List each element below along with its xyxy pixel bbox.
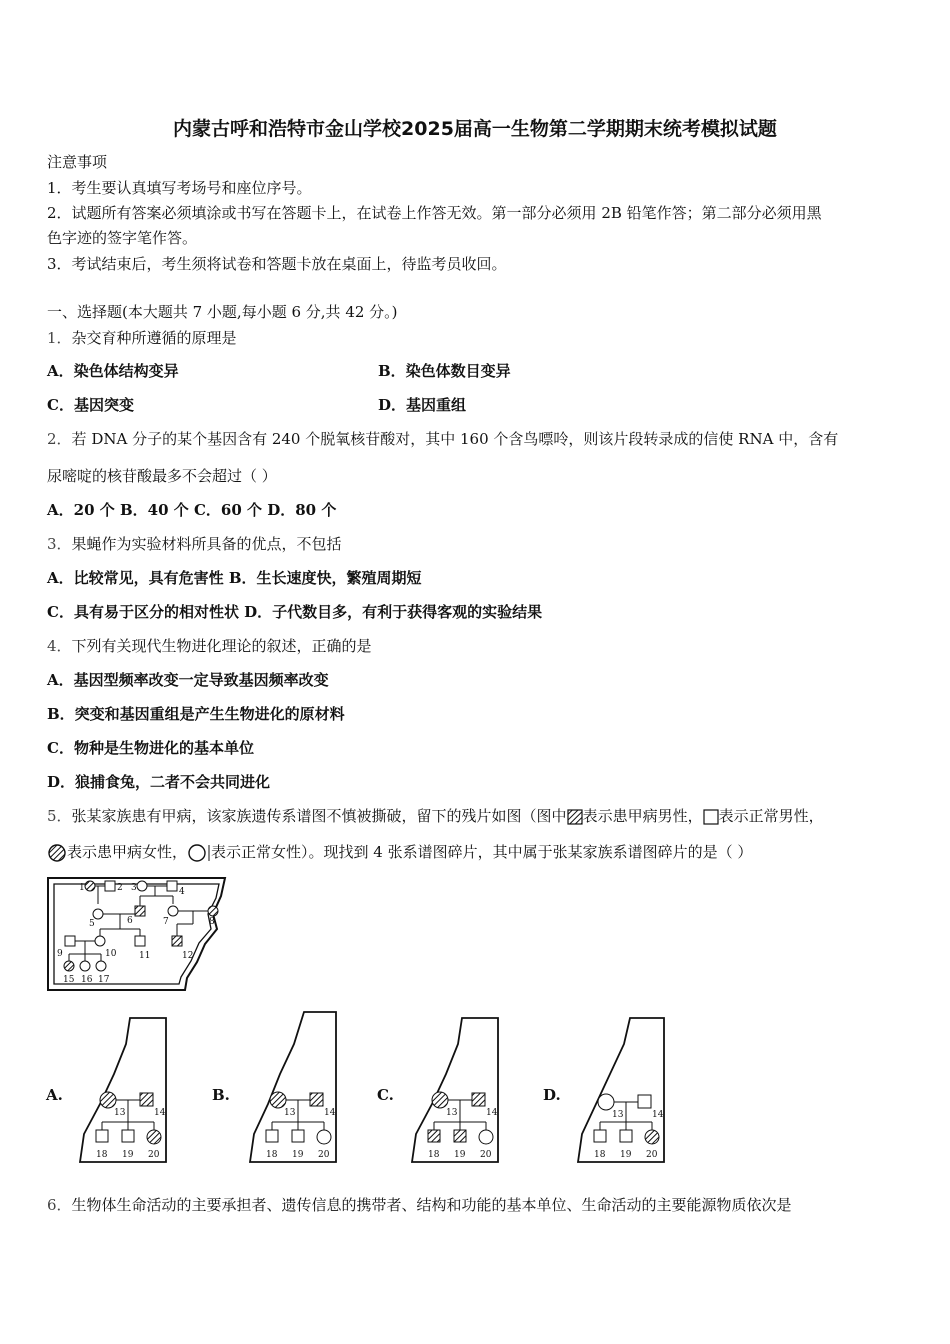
- question-6-number: 6．: [47, 1196, 72, 1214]
- pedigree-individual-3: [137, 881, 147, 891]
- q5-option-a-label[interactable]: A.: [46, 1086, 63, 1104]
- frag-a-individual-18: [96, 1130, 108, 1142]
- pedigree-label-8: 8: [209, 917, 215, 927]
- frag-b-individual-13: [270, 1092, 286, 1108]
- question-3-number: 3．: [47, 535, 72, 553]
- pedigree-label-17: 17: [98, 975, 110, 985]
- normal-male-symbol-icon: [703, 809, 719, 825]
- frag-d-individual-13: [598, 1094, 614, 1110]
- pedigree-individual-5: [93, 909, 103, 919]
- frag-c-label-19: 19: [454, 1150, 466, 1160]
- fragment-d-pedigree[interactable]: [572, 1014, 668, 1166]
- question-4-number: 4．: [47, 637, 72, 655]
- pedigree-individual-12: [172, 936, 182, 946]
- pedigree-label-4: 4: [179, 887, 185, 897]
- frag-d-label-13: 13: [612, 1110, 624, 1120]
- pedigree-individual-8: [208, 906, 218, 916]
- question-5-stem-c: 表示正常男性，: [718, 807, 824, 825]
- normal-female-symbol-icon: [187, 843, 211, 863]
- frag-b-label-20: 20: [318, 1150, 330, 1160]
- question-5-stem-d: 表示患甲病女性，: [67, 843, 188, 861]
- q3-options-ab[interactable]: A．比较常见，具有危害性 B．生长速度快，繁殖周期短: [47, 569, 422, 587]
- question-6-stem: 生物体生命活动的主要承担者、遗传信息的携带者、结构和功能的基本单位、生命活动的主要能源物质依次是: [71, 1196, 792, 1214]
- frag-b-individual-18: [266, 1130, 278, 1142]
- q4-option-c[interactable]: C．物种是生物进化的基本单位: [47, 739, 254, 757]
- question-2-stem-1: 若 DNA 分子的某个基因含有 240 个脱氧核苷酸对，其中 160 个含鸟嘌呤，则该片段转录成的信使 RNA 中，含有: [71, 430, 839, 448]
- frag-a-individual-13: [100, 1092, 116, 1108]
- pedigree-label-1: 1: [79, 883, 85, 893]
- pedigree-individual-6: [135, 906, 145, 916]
- question-5-line-1: [47, 806, 824, 826]
- frag-a-individual-20: [147, 1130, 161, 1144]
- q5-option-b-label[interactable]: B.: [212, 1086, 230, 1104]
- notice-item-2-cont: 色字迹的签字笔作答。: [47, 229, 198, 247]
- pedigree-label-6: 6: [127, 916, 133, 926]
- frag-a-label-18: 18: [96, 1150, 108, 1160]
- question-1: [47, 328, 237, 348]
- pedigree-label-10: 10: [105, 949, 117, 959]
- frag-c-individual-20: [479, 1130, 493, 1144]
- question-3-stem: 果蝇作为实验材料所具备的优点，不包括: [71, 535, 342, 553]
- pedigree-label-12: 12: [182, 951, 194, 961]
- question-5-line-2: [47, 842, 752, 863]
- pedigree-individual-10: [95, 936, 105, 946]
- frag-d-label-20: 20: [646, 1150, 658, 1160]
- frag-c-individual-19: [454, 1130, 466, 1142]
- pedigree-individual-1: [85, 881, 95, 891]
- pedigree-individual-2: [105, 881, 115, 891]
- frag-c-label-14: 14: [486, 1108, 498, 1118]
- frag-b-individual-19: [292, 1130, 304, 1142]
- q1-option-c[interactable]: C．基因突变: [47, 396, 134, 414]
- frag-b-label-19: 19: [292, 1150, 304, 1160]
- q4-option-b[interactable]: B．突变和基因重组是产生生物进化的原材料: [47, 705, 345, 723]
- frag-a-individual-14: [140, 1093, 153, 1106]
- q2-options[interactable]: A．20 个 B．40 个 C．60 个 D．80 个: [47, 501, 337, 519]
- question-3: [47, 534, 342, 554]
- pedigree-label-15: 15: [63, 975, 75, 985]
- question-2-stem-2: 尿嘧啶的核苷酸最多不会超过（ ）: [47, 467, 277, 485]
- frag-d-individual-18: [594, 1130, 606, 1142]
- frag-d-label-19: 19: [620, 1150, 632, 1160]
- affected-female-symbol-icon: [47, 843, 67, 863]
- q1-option-d[interactable]: D．基因重组: [378, 396, 467, 414]
- q3-options-cd[interactable]: C．具有易于区分的相对性状 D．子代数目多，有利于获得客观的实验结果: [47, 603, 543, 621]
- frag-b-individual-14: [310, 1093, 323, 1106]
- frag-c-individual-18: [428, 1130, 440, 1142]
- question-4: [47, 636, 372, 656]
- notice-item-3: 3．考试结束后，考生须将试卷和答题卡放在桌面上，待监考员收回。: [47, 255, 507, 273]
- frag-c-label-20: 20: [480, 1150, 492, 1160]
- q4-option-a[interactable]: A．基因型频率改变一定导致基因频率改变: [47, 671, 329, 689]
- question-5-stem-a: 张某家族患有甲病，该家族遗传系谱图不慎被撕破，留下的残片如图（图中: [71, 807, 567, 825]
- frag-a-label-19: 19: [122, 1150, 134, 1160]
- pedigree-label-2: 2: [117, 883, 123, 893]
- section-heading: 一、选择题(本大题共 7 小题,每小题 6 分,共 42 分。): [47, 303, 398, 321]
- frag-a-label-13: 13: [114, 1108, 126, 1118]
- notice-item-1: 1．考生要认真填写考场号和座位序号。: [47, 179, 312, 197]
- q1-option-a[interactable]: A．染色体结构变异: [47, 362, 179, 380]
- pedigree-label-16: 16: [81, 975, 93, 985]
- pedigree-individual-11: [135, 936, 145, 946]
- frag-d-label-18: 18: [594, 1150, 606, 1160]
- fragment-a-pedigree[interactable]: [74, 1014, 170, 1166]
- frag-d-individual-19: [620, 1130, 632, 1142]
- pedigree-label-5: 5: [89, 919, 95, 929]
- fragment-c-pedigree[interactable]: [406, 1014, 502, 1166]
- question-5-number: 5．: [47, 807, 72, 825]
- frag-b-individual-20: [317, 1130, 331, 1144]
- frag-c-label-13: 13: [446, 1108, 458, 1118]
- pedigree-individual-4: [167, 881, 177, 891]
- frag-c-individual-14: [472, 1093, 485, 1106]
- frag-a-label-14: 14: [154, 1108, 166, 1118]
- frag-d-individual-20: [645, 1130, 659, 1144]
- question-6: [47, 1195, 792, 1215]
- frag-a-label-20: 20: [148, 1150, 160, 1160]
- pedigree-label-3: 3: [131, 883, 137, 893]
- frag-b-label-13: 13: [284, 1108, 296, 1118]
- pedigree-individual-15: [64, 961, 74, 971]
- frag-d-individual-14: [638, 1095, 651, 1108]
- fragment-b-pedigree[interactable]: [244, 1008, 340, 1166]
- pedigree-individual-17: [96, 961, 106, 971]
- pedigree-individual-9: [65, 936, 75, 946]
- torn-pedigree-chart: [45, 874, 230, 994]
- question-1-stem: 杂交育种所遵循的原理是: [71, 329, 237, 347]
- question-2-number: 2．: [47, 430, 72, 448]
- q1-option-b[interactable]: B．染色体数目变异: [378, 362, 511, 380]
- question-5-stem-e: 表示正常女性）。现找到 4 张系谱图碎片，其中属于张某家族系谱图碎片的是（ ）: [211, 843, 753, 861]
- question-4-stem: 下列有关现代生物进化理论的叙述，正确的是: [71, 637, 372, 655]
- frag-b-label-14: 14: [324, 1108, 336, 1118]
- question-1-number: 1．: [47, 329, 72, 347]
- pedigree-label-7: 7: [163, 917, 169, 927]
- frag-b-label-18: 18: [266, 1150, 278, 1160]
- pedigree-label-9: 9: [57, 949, 63, 959]
- pedigree-label-11: 11: [139, 951, 151, 961]
- page-title: 内蒙古呼和浩特市金山学校2025届高一生物第二学期期末统考模拟试题: [173, 118, 777, 140]
- pedigree-individual-7: [168, 906, 178, 916]
- q5-option-d-label[interactable]: D.: [543, 1086, 561, 1104]
- q5-option-c-label[interactable]: C.: [377, 1086, 394, 1104]
- q4-option-d[interactable]: D．狼捕食兔，二者不会共同进化: [47, 773, 271, 791]
- notice-item-2: 2．试题所有答案必须填涂或书写在答题卡上，在试卷上作答无效。第一部分必须用 2B 铅笔作答；第二部分必须用黑: [47, 204, 822, 222]
- question-5-stem-b: 表示患甲病男性，: [582, 807, 703, 825]
- affected-male-symbol-icon: [567, 809, 583, 825]
- frag-d-label-14: 14: [652, 1110, 664, 1120]
- question-2: [47, 429, 838, 449]
- frag-a-individual-19: [122, 1130, 134, 1142]
- pedigree-individual-16: [80, 961, 90, 971]
- notice-heading: 注意事项: [47, 153, 108, 171]
- frag-c-individual-13: [432, 1092, 448, 1108]
- frag-c-label-18: 18: [428, 1150, 440, 1160]
